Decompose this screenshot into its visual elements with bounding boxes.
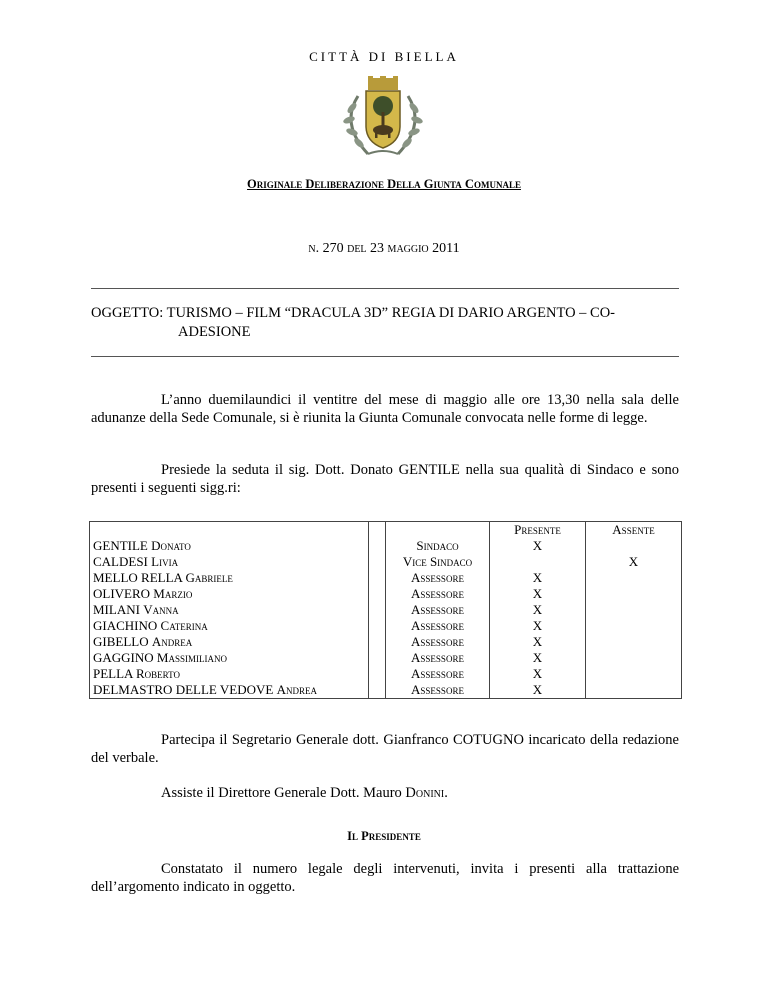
member-first-name: Donato (151, 538, 191, 553)
absent-mark (586, 586, 682, 602)
present-mark: X (490, 570, 586, 586)
member-role: Assessore (386, 634, 490, 650)
number-label: n. (308, 241, 320, 256)
director-text: Assiste il Direttore Generale Dott. Mauro D (161, 785, 416, 801)
divider-bottom (91, 356, 679, 357)
member-role: Assessore (386, 618, 490, 634)
divider-top (91, 288, 679, 289)
absent-mark (586, 618, 682, 634)
member-first-name: Caterina (160, 618, 208, 633)
number-value: 270 (322, 241, 344, 256)
member-surname: GIBELLO (93, 634, 149, 649)
member-first-name: Vanna (143, 602, 179, 617)
table-row (90, 570, 682, 586)
subject-block (91, 304, 679, 342)
member-surname: GAGGINO (93, 650, 154, 665)
director-surname-tail: onini. (415, 785, 448, 801)
closing-paragraph: Constatato il numero legale degli intervenuti, invita i presenti alla trattazione dell’argomento indicato in oggetto. (91, 861, 679, 895)
table-row (90, 554, 682, 570)
attendance-header-row (90, 522, 682, 539)
table-row (90, 650, 682, 666)
absent-mark (586, 682, 682, 699)
subject-line-1: OGGETTO: TURISMO – FILM “DRACULA 3D” REGIA DI DARIO ARGENTO – CO- (91, 305, 616, 321)
intro-paragraph: L’anno duemilaundici il ventitre del mese di maggio alle ore 13,30 nella sala delle adunanze della Sede Comunale, si è riunita la Giunta Comunale convocata nelle forme di legge. (91, 392, 679, 426)
member-surname: MELLO RELLA (93, 570, 183, 585)
member-surname: MILANI (93, 602, 140, 617)
absent-mark (586, 570, 682, 586)
member-first-name: Massimiliano (156, 650, 227, 665)
present-mark: X (490, 682, 586, 699)
member-surname: DELMASTRO DELLE VEDOVE (93, 682, 274, 697)
president-heading: Il Presidente (347, 829, 421, 843)
table-row (90, 634, 682, 650)
member-role: Assessore (386, 682, 490, 699)
present-mark: X (490, 618, 586, 634)
document-title: Originale Deliberazione Della Giunta Comunale (247, 177, 521, 191)
member-surname: CALDESI (93, 554, 148, 569)
member-role: Assessore (386, 666, 490, 682)
absent-mark (586, 538, 682, 554)
date-year: 2011 (432, 241, 460, 256)
present-mark: X (490, 586, 586, 602)
deliberation-number (0, 241, 768, 257)
present-mark: X (490, 634, 586, 650)
table-row (90, 602, 682, 618)
table-row (90, 538, 682, 554)
member-first-name: Livia (151, 554, 179, 569)
member-surname: PELLA (93, 666, 133, 681)
date-month: maggio (387, 241, 429, 256)
table-row (90, 666, 682, 682)
member-role: Assessore (386, 650, 490, 666)
present-mark: X (490, 602, 586, 618)
chair-paragraph: Presiede la seduta il sig. Dott. Donato GENTILE nella sua qualità di Sindaco e sono presenti i seguenti sigg.ri: (91, 462, 679, 496)
table-row (90, 586, 682, 602)
member-role: Sindaco (386, 538, 490, 554)
member-first-name: Andrea (151, 634, 193, 649)
member-role: Assessore (386, 570, 490, 586)
present-mark: X (490, 650, 586, 666)
header-absent: Assente (586, 522, 682, 539)
absent-mark (586, 634, 682, 650)
subject-line-2: ADESIONE (178, 324, 251, 340)
member-first-name: Andrea (276, 682, 317, 697)
present-mark: X (490, 666, 586, 682)
secretary-paragraph: Partecipa il Segretario Generale dott. Gianfranco COTUGNO incaricato della redazione del verbale. (91, 732, 679, 766)
present-mark (490, 554, 586, 570)
member-surname: GIACHINO (93, 618, 158, 633)
member-surname: OLIVERO (93, 586, 151, 601)
member-surname: GENTILE (93, 538, 148, 553)
member-first-name: Gabriele (185, 570, 233, 585)
director-paragraph (161, 784, 681, 802)
member-first-name: Marzio (153, 586, 193, 601)
member-first-name: Roberto (135, 666, 180, 681)
absent-mark (586, 666, 682, 682)
present-mark: X (490, 538, 586, 554)
attendance-table (89, 521, 682, 699)
table-row (90, 618, 682, 634)
header-present: Presente (490, 522, 586, 539)
city-header: CITTÀ DI BIELLA (309, 49, 459, 64)
member-role: Assessore (386, 586, 490, 602)
absent-mark: X (586, 554, 682, 570)
absent-mark (586, 650, 682, 666)
member-role: Vice Sindaco (386, 554, 490, 570)
coat-of-arms-icon (328, 74, 438, 162)
absent-mark (586, 602, 682, 618)
date-day: 23 (370, 241, 385, 256)
table-row (90, 682, 682, 699)
date-del-label: del (347, 241, 367, 256)
member-role: Assessore (386, 602, 490, 618)
